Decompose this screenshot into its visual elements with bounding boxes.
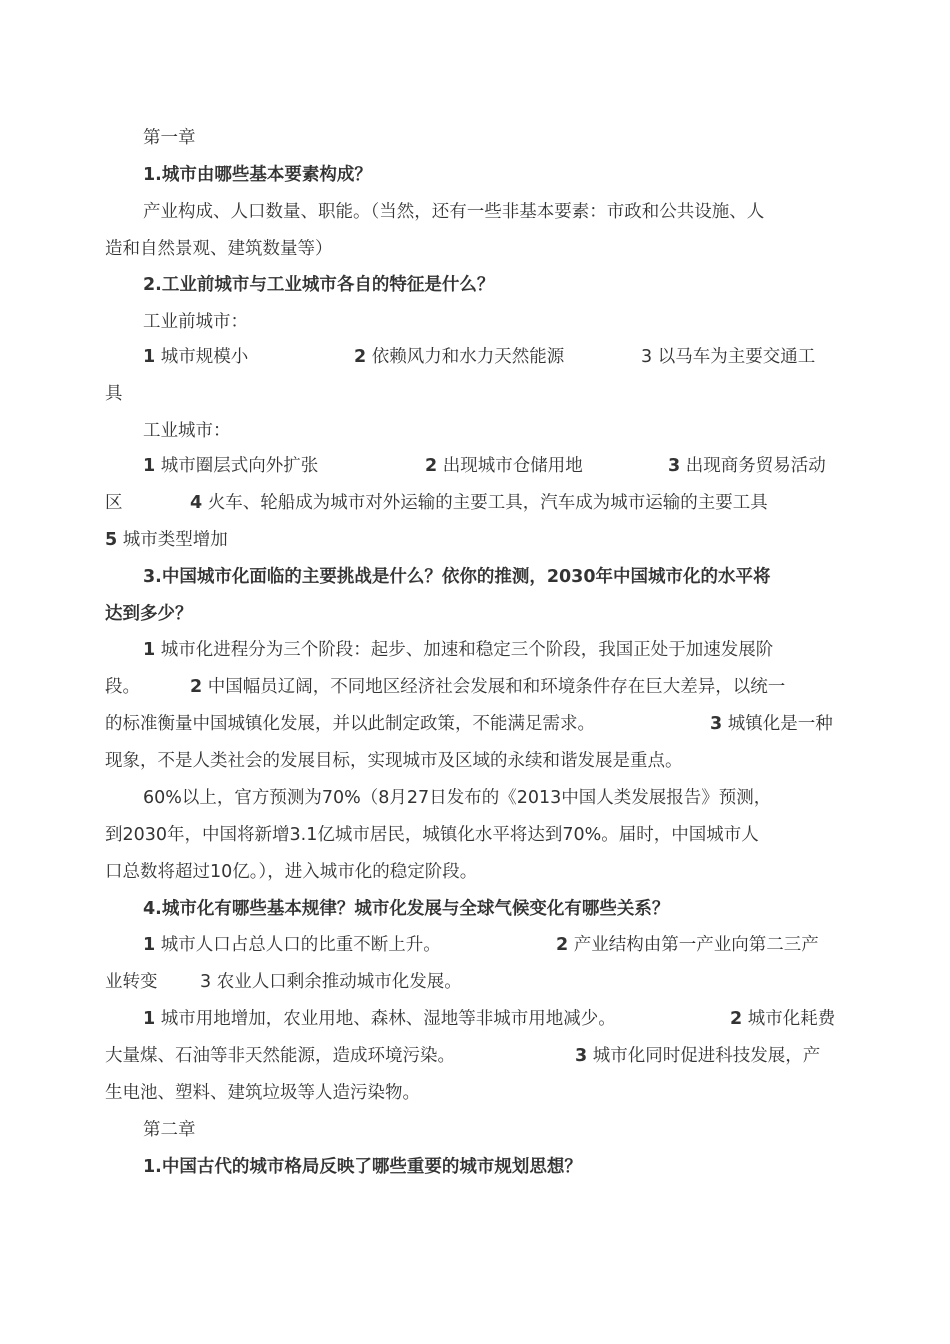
paragraph-text: 业转变	[105, 972, 158, 992]
list-number: 1	[143, 347, 156, 367]
list-line	[105, 528, 865, 552]
question-heading: 1.城市由哪些基本要素构成？	[143, 165, 372, 185]
list-text: 以马车为主要交通工	[657, 347, 816, 367]
chapter-heading: 第二章	[143, 1120, 196, 1140]
paragraph-text: 产业结构由第一产业向第二三产	[573, 935, 819, 955]
list-number: 4	[190, 493, 203, 513]
list-line-continuation: 区	[105, 493, 123, 513]
paragraph-line	[105, 712, 865, 736]
paragraph-line	[143, 933, 845, 957]
paragraph-text: 大量煤、石油等非天然能源，造成环境污染。	[105, 1046, 455, 1066]
list-text: 城市圈层式向外扩张	[160, 456, 319, 476]
list-line-continuation: 具	[105, 384, 123, 404]
list-text: 依赖风力和水力天然能源	[371, 347, 565, 367]
paragraph-line	[105, 970, 865, 994]
paragraph-text: 城市人口占总人口的比重不断上升。	[160, 935, 441, 955]
list-number: 3	[710, 714, 723, 734]
question-heading: 2.工业前城市与工业城市各自的特征是什么？	[143, 275, 495, 295]
question-heading: 1.中国古代的城市格局反映了哪些重要的城市规划思想？	[143, 1157, 582, 1177]
list-number: 3	[641, 347, 653, 367]
list-text: 城市类型增加	[122, 530, 228, 550]
list-number: 3	[575, 1046, 588, 1066]
sub-label: 工业城市：	[143, 421, 231, 441]
paragraph-line: 口总数将超过10亿。），进入城市化的稳定阶段。	[105, 862, 478, 882]
paragraph-text: 城市用地增加，农业用地、森林、湿地等非城市用地减少。	[160, 1009, 616, 1029]
paragraph-text: 段。	[105, 677, 140, 697]
list-number: 2	[354, 347, 367, 367]
list-number: 2	[190, 677, 203, 697]
paragraph-text: 城市化同时促进科技发展，产	[592, 1046, 821, 1066]
list-text: 火车、轮船成为城市对外运输的主要工具，汽车成为城市运输的主要工具	[207, 493, 768, 513]
list-number: 2	[556, 935, 569, 955]
list-line	[143, 345, 845, 369]
paragraph-text: 农业人口剩余推动城市化发展。	[216, 972, 462, 992]
paragraph-text: 的标准衡量中国城镇化发展，并以此制定政策，不能满足需求。	[105, 714, 595, 734]
list-number: 2	[425, 456, 438, 476]
list-number: 3	[200, 972, 212, 992]
list-number: 2	[730, 1009, 743, 1029]
paragraph-line	[105, 675, 865, 699]
paragraph-text: 城市化耗费	[747, 1009, 836, 1029]
list-line	[143, 454, 845, 478]
paragraph-line: 到2030年，中国将新增3.1亿城市居民，城镇化水平将达到70%。届时，中国城市人	[105, 825, 759, 845]
paragraph-text: 城镇化是一种	[727, 714, 833, 734]
list-text: 出现城市仓储用地	[442, 456, 583, 476]
sub-label: 工业前城市：	[143, 312, 248, 332]
paragraph-line	[143, 1007, 845, 1031]
list-number: 1	[143, 456, 156, 476]
paragraph-line: 生电池、塑料、建筑垃圾等人造污染物。	[105, 1083, 420, 1103]
list-number: 3	[668, 456, 681, 476]
paragraph-line	[105, 1044, 865, 1068]
question-heading-continuation: 达到多少？	[105, 604, 193, 624]
list-text: 出现商务贸易活动	[685, 456, 826, 476]
paragraph-line: 造和自然景观、建筑数量等）	[105, 239, 333, 259]
list-number: 1	[143, 935, 156, 955]
paragraph-text: 城市化进程分为三个阶段：起步、加速和稳定三个阶段，我国正处于加速发展阶	[160, 640, 774, 660]
paragraph-line: 产业构成、人口数量、职能。（当然，还有一些非基本要素：市政和公共设施、人	[143, 202, 765, 222]
paragraph-line	[143, 638, 903, 662]
question-heading: 4.城市化有哪些基本规律？城市化发展与全球气候变化有哪些关系？	[143, 899, 670, 919]
list-line	[105, 491, 865, 515]
list-number: 1	[143, 1009, 156, 1029]
question-heading: 3.中国城市化面临的主要挑战是什么？依你的推测，2030年中国城市化的水平将	[143, 567, 771, 587]
chapter-heading: 第一章	[143, 128, 196, 148]
list-number: 1	[143, 640, 156, 660]
list-number: 5	[105, 530, 118, 550]
paragraph-text: 中国幅员辽阔，不同地区经济社会发展和和环境条件存在巨大差异，以统一	[207, 677, 786, 697]
paragraph-line: 现象，不是人类社会的发展目标，实现城市及区域的永续和谐发展是重点。	[105, 751, 683, 771]
paragraph-line: 60%以上，官方预测为70%（8月27日发布的《2013中国人类发展报告》预测，	[143, 788, 772, 808]
list-text: 城市规模小	[160, 347, 249, 367]
